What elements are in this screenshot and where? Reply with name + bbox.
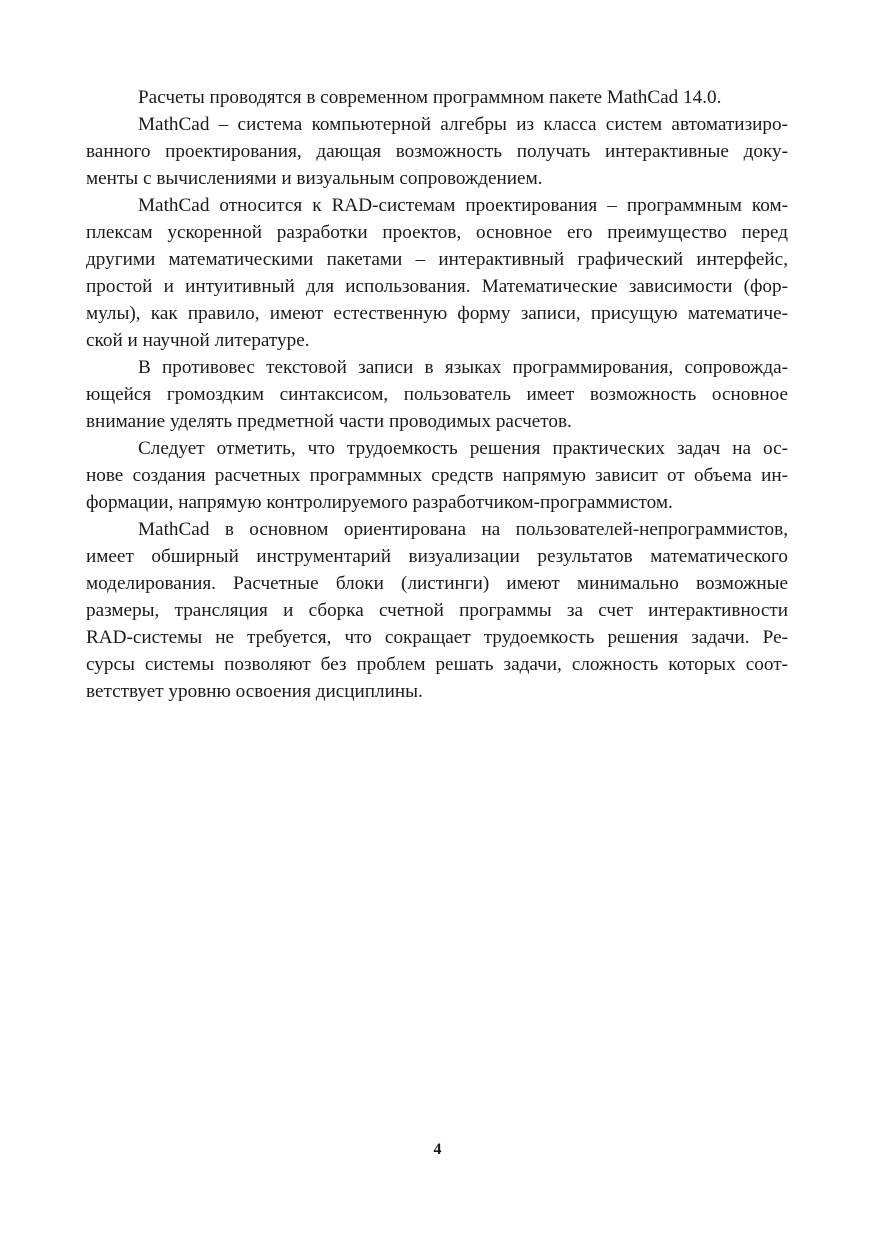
text-line: плексам ускоренной разработки проектов, основное его преимущество перед xyxy=(86,222,788,243)
text-line: RAD-системы не требуется, что сокращает трудоемкость решения задачи. Ре- xyxy=(86,627,788,648)
paragraph xyxy=(86,354,788,435)
text-line: другими математическими пакетами – интерактивный графический интерфейс, xyxy=(86,249,788,270)
text-line: менты с вычислениями и визуальным сопровождением. xyxy=(86,168,543,189)
text-line: простой и интуитивный для использования. Математические зависимости (фор- xyxy=(86,276,788,297)
paragraph xyxy=(86,84,788,111)
text-line: имеет обширный инструментарий визуализации результатов математического xyxy=(86,546,788,567)
text-line: ющейся громоздким синтаксисом, пользователь имеет возможность основное xyxy=(86,384,788,405)
text-line: В противовес текстовой записи в языках программирования, сопровожда- xyxy=(138,357,788,378)
page-number: 4 xyxy=(433,1141,442,1158)
text-line: MathCad относится к RAD-системам проектирования – программным ком- xyxy=(138,195,788,216)
text-line: MathCad – система компьютерной алгебры из класса систем автоматизиро- xyxy=(138,114,788,135)
paragraph xyxy=(86,111,788,192)
paragraph xyxy=(86,516,788,705)
text-line: нове создания расчетных программных средств напрямую зависит от объема ин- xyxy=(86,465,788,486)
text-line: формации, напрямую контролируемого разработчиком-программистом. xyxy=(86,492,673,513)
text-line: моделирования. Расчетные блоки (листинги) имеют минимально возможные xyxy=(86,573,788,594)
text-line: ской и научной литературе. xyxy=(86,330,310,351)
text-line: Расчеты проводятся в современном программном пакете MathCad 14.0. xyxy=(138,87,722,108)
paragraph xyxy=(86,192,788,354)
text-line: Следует отметить, что трудоемкость решения практических задач на ос- xyxy=(138,438,788,459)
text-line: ветствует уровню освоения дисциплины. xyxy=(86,681,423,702)
body-text xyxy=(86,84,788,705)
text-line: MathCad в основном ориентирована на пользователей-непрограммистов, xyxy=(138,519,788,540)
text-line: мулы), как правило, имеют естественную форму записи, присущую математиче- xyxy=(86,303,788,324)
text-line: размеры, трансляция и сборка счетной программы за счет интерактивности xyxy=(86,600,788,621)
text-line: внимание уделять предметной части проводимых расчетов. xyxy=(86,411,572,432)
text-line: ванного проектирования, дающая возможность получать интерактивные доку- xyxy=(86,141,788,162)
text-line: сурсы системы позволяют без проблем решать задачи, сложность которых соот- xyxy=(86,654,788,675)
paragraph xyxy=(86,435,788,516)
